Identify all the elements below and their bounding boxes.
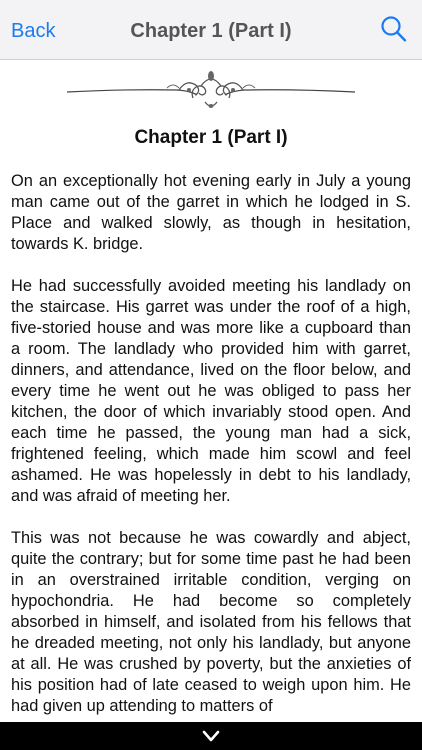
paragraph: On an exceptionally hot evening early in July a young man came out of the garret in which he lodged in S. Place and walked slowly, as though in hesitation, towards K. bridge. — [11, 172, 411, 253]
paragraph: He had successfully avoided meeting his landlady on the staircase. His garret was under the roof of a high, five-storied house and was more like a cupboard than a room. The landlady who provided him with garret, dinners, and attendance, lived on the floor below, and every time he went out he was obliged to pass her kitchen, the door of which invariably stood open. And each time he passed, the young man had a sick, frightened feeling, which made him scowl and feel ashamed. He was hopelessly in debt to his landlady, and was afraid of meeting her. — [11, 277, 411, 505]
chapter-text — [11, 171, 411, 722]
search-button[interactable] — [380, 14, 408, 44]
chevron-down-icon[interactable] — [201, 727, 221, 745]
search-icon — [380, 14, 408, 44]
page-title: Chapter 1 (Part I) — [130, 20, 292, 42]
navigation-bar — [0, 0, 422, 60]
chapter-heading: Chapter 1 (Part I) — [134, 127, 288, 148]
paragraph: This was not because he was cowardly and abject, quite the contrary; but for some time past he had been in an overstrained irritable condition, verging on hypochondria. He had become so completely absorbed in himself, and isolated from his fellows that he dreaded meeting, not only his landlady, but anyone at all. He was crushed by poverty, but the anxieties of his position had of late ceased to weigh upon him. He had given up attending to matters of — [11, 529, 411, 715]
ornamental-divider-icon — [67, 68, 355, 108]
back-button[interactable]: Back — [11, 20, 56, 42]
bottom-toolbar — [0, 722, 422, 750]
